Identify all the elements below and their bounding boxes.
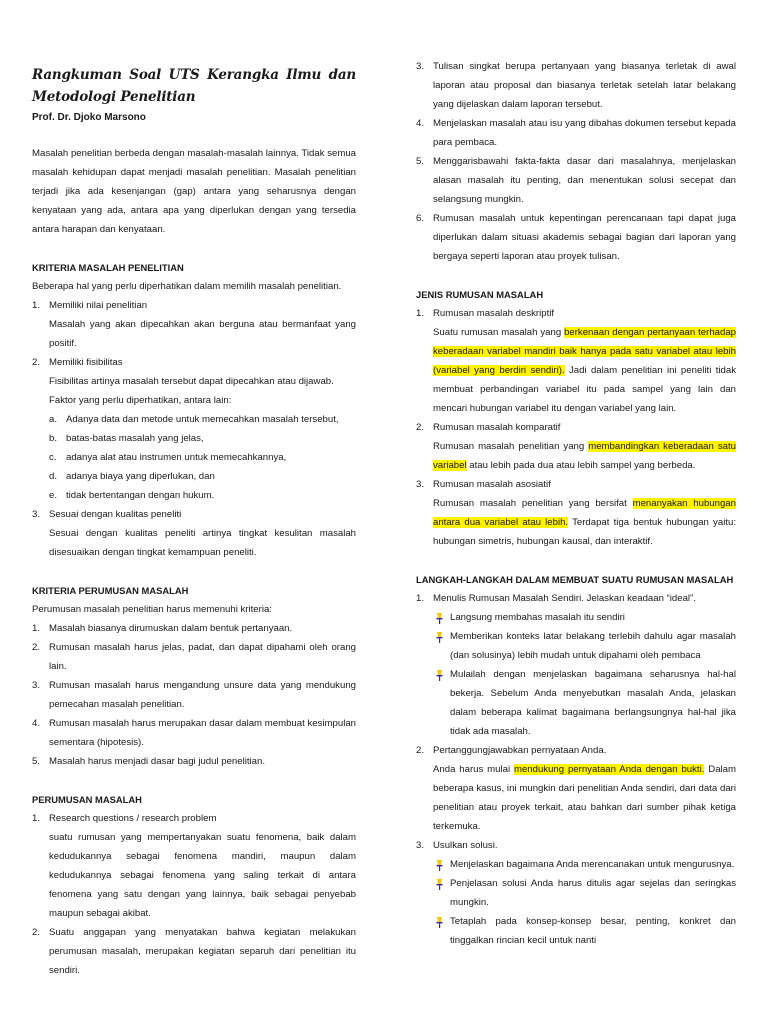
highlighted-text: menanyakan hubungan antara dua variabel atau lebih. xyxy=(433,498,736,528)
item-text: Tulisan singkat berupa pertanyaan yang biasanya terletak di awal laporan atau proposal dan biasanya terletak setelah latar belakang yang dijelaskan dalam laporan tersebut. xyxy=(433,61,736,110)
bullet-text: Langsung membahas masalah itu sendiri xyxy=(450,612,625,623)
item-number: 2. xyxy=(416,745,425,756)
bullet-item xyxy=(433,855,736,874)
item-number: 1. xyxy=(32,300,41,311)
perumusan-kriteria-heading: KRITERIA PERUMUSAN MASALAH xyxy=(32,585,189,596)
bullet-text: Memberikan konteks latar belakang terlebih dahulu agar masalah (dan solusinya) lebih mudah untuk dipahami oleh pembaca xyxy=(450,631,736,661)
list-item xyxy=(416,741,736,836)
item-text: Rumusan masalah harus mengandung unsure data yang mendukung pemecahan masalah penelitian. xyxy=(49,680,356,710)
item-text: Menggarisbawahi fakta-fakta dasar dari masalahnya, menjelaskan alasan masalah itu penting, dan menentukan solusi secepat dan selangsung mungkin. xyxy=(433,156,736,205)
item-number: 1. xyxy=(32,623,41,634)
item-number: 5. xyxy=(416,156,425,167)
item-number: 1. xyxy=(32,813,41,824)
sub-letter: e. xyxy=(49,490,58,501)
bullet-text: Menjelaskan bagaimana Anda merencanakan untuk mengurusnya. xyxy=(450,859,735,870)
list-item xyxy=(416,418,736,475)
sub-letter: c. xyxy=(49,452,57,463)
item-number: 2. xyxy=(32,927,41,938)
item-number: 4. xyxy=(416,118,425,129)
pushpin-bullet-icon xyxy=(436,612,443,623)
item-number: 3. xyxy=(416,840,425,851)
item-text xyxy=(433,760,736,836)
text-run: Suatu rumusan masalah yang xyxy=(433,327,565,338)
highlighted-text: membandingkan keberadaan satu variabel xyxy=(433,441,736,471)
right-column xyxy=(416,57,736,950)
document-title: Rangkuman Soal UTS Kerangka Ilmu dan Metodologi Penelitian xyxy=(32,67,356,105)
item-title: Sesuai dengan kualitas peneliti xyxy=(49,509,182,520)
list-item xyxy=(32,296,356,353)
sub-item xyxy=(49,467,356,486)
list-item xyxy=(32,923,356,980)
list-item xyxy=(32,638,356,676)
item-title: Research questions / research problem xyxy=(49,813,217,824)
item-text: Rumusan masalah untuk kepentingan perencanaan tapi dapat juga diperlukan dalam situasi akademis sebagai bagian dari laporan yang bergaya seperti laporan atau proyek tulisan. xyxy=(433,213,736,262)
text-run: Rumusan masalah penelitian yang xyxy=(433,441,589,452)
sub-item xyxy=(49,486,356,505)
item-text xyxy=(433,437,736,475)
bullet-item xyxy=(433,912,736,950)
item-number: 2. xyxy=(416,422,425,433)
list-item xyxy=(416,589,736,741)
list-item xyxy=(416,836,736,950)
item-text: Pertanggungjawabkan pernyataan Anda. xyxy=(433,745,607,756)
sub-letter: d. xyxy=(49,471,58,482)
item-title: Rumusan masalah asosiatif xyxy=(433,479,551,490)
item-number: 4. xyxy=(32,718,41,729)
list-item xyxy=(416,57,736,114)
list-item xyxy=(32,752,356,771)
bullet-item xyxy=(433,627,736,665)
list-item xyxy=(416,209,736,266)
list-item xyxy=(416,152,736,209)
item-text: Usulkan solusi. xyxy=(433,840,498,851)
item-text: Fisibilitas artinya masalah tersebut dapat dipecahkan atau dijawab. xyxy=(49,376,334,387)
item-text: Masalah yang akan dipecahkan akan berguna atau bermanfaat yang positif. xyxy=(49,319,356,349)
pushpin-bullet-icon xyxy=(436,878,443,889)
sub-text: tidak bertentangan dengan hukum. xyxy=(66,490,215,501)
langkah-heading: LANGKAH-LANGKAH DALAM MEMBUAT SUATU RUMUSAN MASALAH xyxy=(416,574,734,585)
bullet-item xyxy=(433,874,736,912)
sub-letter: b. xyxy=(49,433,58,444)
bullet-item xyxy=(433,665,736,741)
item-text xyxy=(433,323,736,418)
item-text: Masalah biasanya dirumuskan dalam bentuk pertanyaan. xyxy=(49,623,293,634)
perumusan-kriteria-lead: Perumusan masalah penelitian harus memenuhi kriteria: xyxy=(32,604,272,615)
text-run: atau lebih pada dua atau lebih sampel yang berbeda. xyxy=(466,460,696,471)
list-item xyxy=(32,809,356,923)
kriteria-lead: Beberapa hal yang perlu diperhatikan dalam memilih masalah penelitian. xyxy=(32,281,342,292)
list-item xyxy=(32,676,356,714)
sub-item xyxy=(49,429,356,448)
sub-text: Adanya data dan metode untuk memecahkan masalah tersebut, xyxy=(66,414,339,425)
item-number: 1. xyxy=(416,308,425,319)
sub-letter: a. xyxy=(49,414,58,425)
item-title: Memiliki fisibilitas xyxy=(49,357,123,368)
sub-item xyxy=(49,448,356,467)
list-item xyxy=(416,475,736,551)
item-number: 3. xyxy=(32,509,41,520)
intro-paragraph: Masalah penelitian berbeda dengan masalah-masalah lainnya. Tidak semua masalah kehidupan dapat menjadi masalah penelitian. Masalah penelitian terjadi jika ada kesenjangan (gap) antara yang seharusnya dengan kenyataan yang ada, antara apa yang diperlukan dengan yang tersedia antara harapan dan kenyataan. xyxy=(32,148,356,235)
pushpin-bullet-icon xyxy=(436,669,443,680)
sub-text: adanya biaya yang diperlukan, dan xyxy=(66,471,215,482)
item-number: 3. xyxy=(416,61,425,72)
list-item xyxy=(32,353,356,505)
item-text: Rumusan masalah harus jelas, padat, dan dapat dipahami oleh orang lain. xyxy=(49,642,356,672)
item-number: 2. xyxy=(32,357,41,368)
list-item xyxy=(32,714,356,752)
item-title: Memiliki nilai penelitian xyxy=(49,300,148,311)
list-item xyxy=(32,619,356,638)
pushpin-bullet-icon xyxy=(436,631,443,642)
list-item xyxy=(32,505,356,562)
text-run: Dalam beberapa kasus, ini mungkin dari penelitian Anda sendiri, dari data dari penelitian atau proyek terkait, atau bahkan dari sumber pihak ketiga terkemuka. xyxy=(433,764,736,832)
sub-text: adanya alat atau instrumen untuk memecahkannya, xyxy=(66,452,287,463)
list-item xyxy=(416,304,736,418)
item-number: 3. xyxy=(32,680,41,691)
pushpin-bullet-icon xyxy=(436,859,443,870)
item-text xyxy=(433,494,736,551)
highlighted-text: berkenaan dengan pertanyaan terhadap keberadaan variabel mandiri baik hanya pada satu variabel atau lebih (variabel yang berdiri sendiri). xyxy=(433,327,736,376)
item-number: 2. xyxy=(32,642,41,653)
item-text: suatu rumusan yang mempertanyakan suatu fenomena, baik dalam kedudukannya sebagai fenomena mandiri, maupun dalam kedudukannya sebagai fenomena yang saling terkait di antara fenomena yang satu dengan yang lainnya, baik sebagai penyebab maupun sebagai akibat. xyxy=(49,832,356,919)
pushpin-bullet-icon xyxy=(436,916,443,927)
bullet-text: Tetaplah pada konsep-konsep besar, penting, konkret dan tinggalkan rincian kecil untuk nanti xyxy=(450,916,736,946)
item-number: 5. xyxy=(32,756,41,767)
sub-item xyxy=(49,410,356,429)
text-run: Anda harus mulai xyxy=(433,764,514,775)
item-text: Sesuai dengan kualitas peneliti artinya tingkat kesulitan masalah disesuaikan dengan tingkat kemampuan peneliti. xyxy=(49,528,356,558)
kriteria-heading: KRITERIA MASALAH PENELITIAN xyxy=(32,262,184,273)
jenis-heading: JENIS RUMUSAN MASALAH xyxy=(416,289,544,300)
highlighted-text: mendukung pernyataan Anda dengan bukti. xyxy=(513,764,705,775)
author-name: Prof. Dr. Djoko Marsono xyxy=(32,112,146,123)
text-run: Rumusan masalah penelitian yang bersifat xyxy=(433,498,633,509)
item-number: 1. xyxy=(416,593,425,604)
sub-text: batas-batas masalah yang jelas, xyxy=(66,433,204,444)
item-text: Menulis Rumusan Masalah Sendiri. Jelaskan keadaan “ideal”. xyxy=(433,593,696,604)
bullet-text: Mulailah dengan menjelaskan bagaimana seharusnya hal-hal bekerja. Sebelum Anda menyebutkan masalah Anda, jelaskan dalam beberapa kalimat bagaimana berlangsungnya hal-hal jika tidak ada masalah. xyxy=(450,669,736,737)
perumusan-heading: PERUMUSAN MASALAH xyxy=(32,794,142,805)
item-text: Suatu anggapan yang menyatakan bahwa kegiatan melakukan perumusan masalah, merupakan kegiatan separuh dari penelitian itu sendiri. xyxy=(49,927,356,976)
list-item xyxy=(416,114,736,152)
item-text: Faktor yang perlu diperhatikan, antara lain: xyxy=(49,395,232,406)
left-column xyxy=(32,0,356,980)
item-text: Masalah harus menjadi dasar bagi judul penelitian. xyxy=(49,756,265,767)
item-title: Rumusan masalah deskriptif xyxy=(433,308,555,319)
bullet-text: Penjelasan solusi Anda harus ditulis agar sejelas dan seringkas mungkin. xyxy=(450,878,736,908)
item-number: 3. xyxy=(416,479,425,490)
item-title: Rumusan masalah komparatif xyxy=(433,422,561,433)
text-run: Terdapat tiga bentuk hubungan yaitu: hubungan simetris, hubungan kausal, dan interaktif. xyxy=(433,517,736,547)
item-text: Rumusan masalah harus merupakan dasar dalam membuat kesimpulan sementara (hipotesis). xyxy=(49,718,356,748)
bullet-item xyxy=(433,608,736,627)
item-number: 6. xyxy=(416,213,425,224)
text-run: Jadi dalam penelitian ini peneliti tidak membuat perbandingan variabel itu pada sampel yang lain dan mencari hubungan variabel itu dengan variabel yang lain. xyxy=(433,365,736,414)
item-text: Menjelaskan masalah atau isu yang dibahas dokumen tersebut kepada para pembaca. xyxy=(433,118,736,148)
